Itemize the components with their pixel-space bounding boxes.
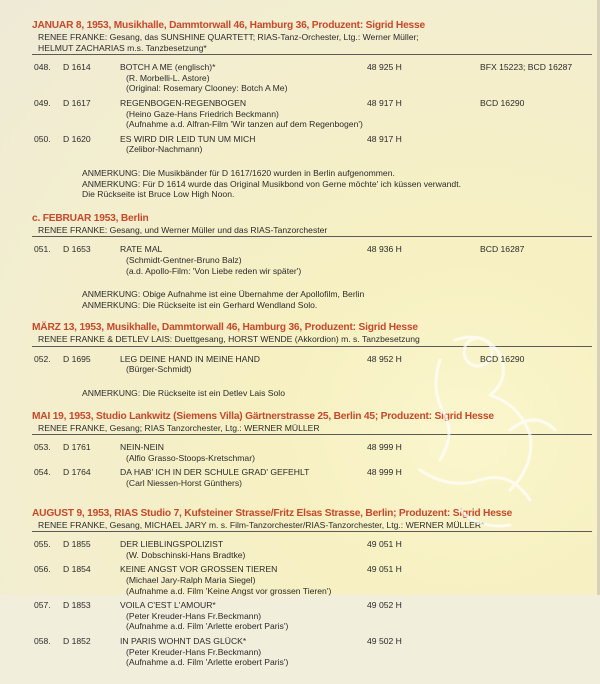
track-credit-line: (Schmidt-Gentner-Bruno Balz) (126, 254, 242, 265)
track-number: 051. (34, 244, 51, 255)
catalog-number: D 1854 (63, 564, 91, 575)
session-header: MAI 19, 1953, Studio Lankwitz (Siemens Villa) Gärtnerstrasse 25, Berlin 45; Produzent: Sigrid Hesse (32, 410, 494, 422)
track-title: BOTCH A ME (englisch)* (120, 62, 216, 73)
remark-line: ANMERKUNG: Für D 1614 wurde das Original Musikbond von Gerne möchte' ich küssen verwandt. (82, 178, 461, 189)
session-personnel: RENEE FRANKE & DETLEV LAIS: Duettgesang, HORST WENDE (Akkordion) m. s. Tanzbesetzung (38, 334, 420, 345)
track-row (32, 539, 582, 550)
catalog-number: D 1614 (63, 62, 91, 73)
track-number: 050. (34, 133, 51, 144)
track-credit-line: (Aufnahme a.d. Alfran-Film 'Wir tanzen auf dem Regenbogen') (126, 119, 363, 130)
matrix-number: 49 052 H (367, 600, 402, 611)
track-number: 057. (34, 600, 51, 611)
spacer (32, 379, 582, 388)
track-title: DA HAB' ICH IN DER SCHULE GRAD' GEFEHLT (120, 467, 310, 478)
track-credit-line: (W. Dobschinski-Hans Bradtke) (126, 549, 246, 560)
catalog-number: D 1620 (63, 133, 91, 144)
catalog-number: D 1853 (63, 600, 91, 611)
session-header: JANUAR 8, 1953, Musikhalle, Dammtorwall 46, Hamburg 36, Produzent: Sigrid Hesse (32, 20, 425, 31)
session-personnel: HELMUT ZACHARIAS m.s. Tanzbesetzung* (38, 42, 207, 53)
track-row (32, 564, 582, 575)
track-row (32, 442, 582, 453)
track-credit-line: (Aufnahme a.d. Film 'Arlette erobert Paris') (126, 621, 289, 632)
spacer (32, 399, 582, 411)
remark-line: ANMERKUNG: Die Rückseite ist ein Gerhard Wendland Solo. (82, 299, 318, 310)
session-header: c. FEBRUAR 1953, Berlin (32, 212, 149, 224)
catalog-number: D 1761 (63, 442, 91, 453)
track-credit-line: (Heino Gaze-Hans Friedrich Beckmann) (126, 108, 279, 119)
track-credit-line: (Bürger-Schmidt) (126, 364, 192, 375)
track-number: 048. (34, 62, 51, 73)
header-rule (32, 54, 592, 55)
session-personnel: RENEE FRANKE: Gesang, das SUNSHINE QUARTETT; RIAS-Tanz-Orchester, Ltg.: Werner Müller; (38, 32, 419, 42)
spacer (32, 310, 582, 322)
matrix-number: 49 051 H (367, 564, 402, 575)
matrix-number: 49 051 H (367, 539, 402, 550)
header-rule (32, 434, 592, 435)
remark-line: ANMERKUNG: Obige Aufnahme ist eine Übernahme der Apollofilm, Berlin (82, 289, 365, 300)
remark-line: ANMERKUNG: Die Rückseite ist ein Detlev Lais Solo (82, 388, 285, 399)
release-number: BCD 16287 (480, 244, 525, 255)
catalog-number: D 1695 (63, 353, 91, 364)
track-row (32, 467, 582, 478)
track-row (32, 62, 582, 73)
session-header: AUGUST 9, 1953, RIAS Studio 7, Kufsteiner Strasse/Fritz Elsas Strasse, Berlin; Produzent: Sigrid Hesse (32, 507, 513, 519)
recording-session (32, 322, 582, 410)
track-title: NEIN-NEIN (120, 442, 164, 453)
matrix-number: 48 925 H (367, 62, 402, 73)
track-row (32, 134, 582, 145)
spacer (32, 493, 582, 508)
track-number: 049. (34, 97, 51, 108)
matrix-number: 48 917 H (367, 133, 402, 144)
track-credit-line: (Alfio Grasso-Stoops-Kretschmar) (126, 452, 255, 463)
recording-session (32, 20, 582, 213)
track-credit-line: (Peter Kreuder-Hans Fr.Beckmann) (126, 610, 262, 621)
track-number: 058. (34, 635, 51, 646)
track-title: ES WIRD DIR LEID TUN UM MICH (120, 133, 256, 144)
spacer (32, 672, 582, 684)
spacer (32, 200, 582, 213)
track-number: 056. (34, 564, 51, 575)
matrix-number: 48 952 H (367, 353, 402, 364)
track-credit-line: (Peter Kreuder-Hans Fr.Beckmann) (126, 646, 262, 657)
session-personnel: RENEE FRANKE, Gesang; RIAS Tanzorchester, Ltg.: WERNER MÜLLER (38, 422, 320, 433)
track-number: 054. (34, 467, 51, 478)
track-number: 055. (34, 539, 51, 550)
track-credit-line: (Carl Niessen-Horst Günthers) (126, 478, 243, 489)
track-number: 053. (34, 442, 51, 453)
header-rule (32, 346, 592, 347)
track-credit-line: (R. Morbelli-L. Astore) (126, 72, 210, 83)
track-row (32, 244, 582, 255)
session-list (32, 20, 582, 684)
catalog-number: D 1852 (63, 635, 91, 646)
session-header: MÄRZ 13, 1953, Musikhalle, Dammtorwall 46, Hamburg 36, Produzent: Sigrid Hesse (32, 322, 418, 334)
release-number: BFX 15223; BCD 16287 (480, 62, 573, 73)
recording-session (32, 411, 582, 508)
track-number: 052. (34, 353, 51, 364)
session-personnel: RENEE FRANKE, Gesang, MICHAEL JARY m. s. Film-Tanzorchester/RIAS-Tanzorchester, Ltg.: WERNER MÜLLER* (38, 519, 485, 530)
catalog-number: D 1855 (63, 539, 91, 550)
track-title: REGENBOGEN-REGENBOGEN (120, 97, 247, 108)
recording-session (32, 213, 582, 323)
release-number: BCD 16290 (480, 353, 525, 364)
track-credit-line: (a.d. Apollo-Film: 'Von Liebe reden wir später') (126, 265, 302, 276)
catalog-number: D 1617 (63, 97, 91, 108)
session-personnel: RENEE FRANKE: Gesang, und Werner Müller und das RIAS-Tanzorchester (38, 224, 328, 235)
catalog-number: D 1764 (63, 467, 91, 478)
track-row (32, 98, 582, 109)
release-number: BCD 16290 (480, 97, 525, 108)
track-row (32, 636, 582, 647)
recording-session (32, 508, 582, 684)
track-row (32, 354, 582, 365)
matrix-number: 48 917 H (367, 97, 402, 108)
track-credit-line: (Aufnahme a.d. Film 'Arlette erobert Paris') (126, 657, 289, 668)
header-rule (32, 236, 592, 237)
track-title: IN PARIS WOHNT DAS GLÜCK* (120, 635, 247, 646)
matrix-number: 48 999 H (367, 467, 402, 478)
catalog-number: D 1653 (63, 244, 91, 255)
remark-line: ANMERKUNG: Die Musikbänder für D 1617/1620 wurden in Berlin aufgenommen. (82, 167, 395, 178)
track-title: RATE MAL (120, 244, 163, 255)
remark-line: Die Rückseite ist Bruce Low High Noon. (82, 189, 235, 200)
track-row (32, 600, 582, 611)
matrix-number: 48 999 H (367, 442, 402, 453)
track-title: VOILA C'EST L'AMOUR* (120, 600, 216, 611)
track-credit-line: (Aufnahme a.d. Film 'Keine Angst vor grossen Tieren') (126, 585, 332, 596)
track-title: KEINE ANGST VOR GROSSEN TIEREN (120, 564, 278, 575)
track-credit-line: (Original: Rosemary Clooney: Botch A Me) (126, 83, 288, 94)
matrix-number: 49 502 H (367, 635, 402, 646)
track-title: LEG DEINE HAND IN MEINE HAND (120, 353, 260, 364)
matrix-number: 48 936 H (367, 244, 402, 255)
track-title: DER LIEBLINGSPOLIZIST (120, 539, 224, 550)
header-rule (32, 531, 592, 532)
track-credit-line: (Michael Jary-Ralph Maria Siegel) (126, 575, 256, 585)
track-credit-line: (Zelibor-Nachmann) (126, 144, 203, 155)
spacer (32, 159, 582, 168)
spacer (32, 280, 582, 289)
